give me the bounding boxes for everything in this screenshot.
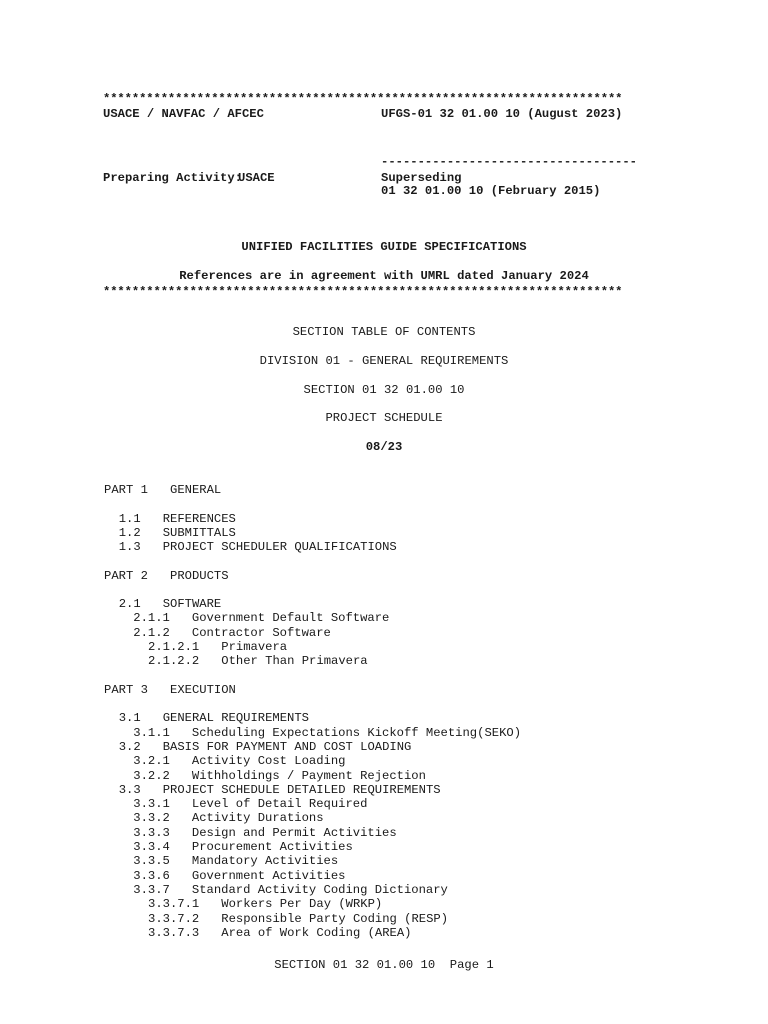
toc-entry-title: Level of Detail Required (191, 797, 368, 812)
preparing-activity-value: USACE (238, 171, 275, 185)
toc-entry-number: 3.3.2 (133, 811, 170, 826)
toc-entry (119, 711, 309, 725)
toc-entry-title: Primavera (221, 640, 288, 654)
toc-entry (133, 826, 396, 840)
preparing-activity-label: Preparing Activity: (103, 171, 242, 185)
toc-entry-title: Design and Permit Activities (191, 825, 397, 840)
toc-entry (133, 811, 323, 825)
toc-entry-title: Government Activities (191, 868, 346, 883)
page-footer: SECTION 01 32 01.00 10 Page 1 (274, 958, 494, 972)
toc-entry (133, 854, 338, 868)
toc-entry (148, 912, 448, 926)
toc-entry-title: Contractor Software (191, 625, 331, 640)
toc-entry-number: PART 3 (104, 682, 148, 697)
ufgs-number: UFGS-01 32 01.00 10 (August 2023) (381, 107, 623, 121)
references-note: References are in agreement with UMRL dated January 2024 (179, 269, 589, 283)
toc-entry-title: EXECUTION (170, 682, 236, 697)
toc-entry-title: PRODUCTS (170, 568, 229, 583)
toc-part-heading (104, 483, 221, 497)
toc-entry-number: 3.1 (118, 711, 141, 726)
agencies-label: USACE / NAVFAC / AFCEC (103, 107, 264, 121)
toc-entry (119, 526, 236, 540)
division-heading: DIVISION 01 - GENERAL REQUIREMENTS (259, 354, 509, 368)
toc-entry-number: 3.3.5 (133, 854, 170, 869)
toc-entry-number: 1.1 (118, 511, 141, 526)
toc-entry (119, 540, 397, 554)
superseding-divider: ----------------------------------- (381, 155, 637, 169)
toc-entry (119, 740, 412, 754)
toc-entry-number: PART 2 (104, 568, 148, 583)
toc-entry-title: BASIS FOR PAYMENT AND COST LOADING (162, 739, 412, 754)
section-toc-heading: SECTION TABLE OF CONTENTS (292, 325, 476, 339)
toc-entry-title: Activity Durations (191, 811, 324, 826)
toc-entry-title: SOFTWARE (162, 597, 222, 612)
toc-entry-title: Scheduling Expectations Kickoff Meeting(SEKO) (191, 725, 522, 740)
toc-entry-title: Responsible Party Coding (RESP) (221, 911, 449, 926)
toc-entry-number: 3.1.1 (133, 725, 170, 740)
project-schedule-heading: PROJECT SCHEDULE (325, 411, 443, 425)
toc-entry (148, 654, 368, 668)
toc-entry-title: PROJECT SCHEDULER QUALIFICATIONS (162, 540, 397, 555)
toc-entry-number: 3.2 (118, 739, 141, 754)
toc-entry-number: 3.3.7.3 (148, 925, 200, 940)
toc-entry (148, 897, 382, 911)
toc-entry-number: 2.1.1 (133, 611, 170, 626)
toc-entry-number: PART 1 (104, 483, 148, 497)
toc-part-heading (104, 569, 229, 583)
toc-entry-title: Other Than Primavera (221, 654, 368, 669)
toc-entry (148, 640, 287, 654)
top-star-rule: ************************************************************************ (103, 92, 623, 106)
toc-entry-number: 3.2.2 (133, 768, 170, 783)
toc-entry (133, 797, 367, 811)
superseding-value: 01 32 01.00 10 (February 2015) (381, 184, 601, 198)
toc-entry-number: 3.3.7 (133, 882, 170, 897)
toc-entry-number: 3.3.3 (133, 825, 170, 840)
toc-entry-title: Government Default Software (191, 611, 390, 626)
toc-entry (119, 597, 222, 611)
toc-entry (133, 626, 331, 640)
toc-entry (148, 926, 411, 940)
toc-entry-number: 2.1.2.1 (148, 640, 200, 654)
toc-entry-title: Workers Per Day (WRKP) (221, 897, 383, 912)
toc-entry (119, 783, 441, 797)
toc-entry-number: 2.1.2 (133, 625, 170, 640)
toc-entry-title: SUBMITTALS (162, 525, 236, 540)
toc-entry-title: Withholdings / Payment Rejection (191, 768, 426, 783)
toc-part-heading (104, 683, 236, 697)
toc-entry-number: 3.2.1 (133, 754, 170, 769)
toc-entry (133, 726, 521, 740)
bottom-star-rule: ************************************************************************ (103, 285, 623, 299)
toc-entry-title: Activity Cost Loading (191, 754, 346, 769)
toc-entry (119, 512, 236, 526)
toc-entry-number: 3.3 (118, 782, 141, 797)
toc-entry-title: Standard Activity Coding Dictionary (191, 882, 448, 897)
toc-entry-number: 1.2 (118, 525, 141, 540)
toc-entry (133, 611, 389, 625)
toc-entry-number: 3.3.1 (133, 797, 170, 812)
toc-entry-title: REFERENCES (162, 511, 236, 526)
toc-entry (133, 769, 426, 783)
toc-entry-title: Area of Work Coding (AREA) (221, 925, 412, 940)
toc-entry-title: PROJECT SCHEDULE DETAILED REQUIREMENTS (162, 782, 441, 797)
toc-entry (133, 869, 345, 883)
toc-entry-title: GENERAL (170, 483, 222, 497)
document-title: UNIFIED FACILITIES GUIDE SPECIFICATIONS (241, 240, 527, 254)
section-number-heading: SECTION 01 32 01.00 10 (303, 383, 465, 397)
toc-entry-title: Procurement Activities (191, 840, 353, 854)
superseding-label: Superseding (381, 171, 462, 185)
toc-entry-number: 2.1 (118, 597, 141, 612)
toc-entry (133, 840, 353, 854)
toc-entry-title: Mandatory Activities (191, 854, 339, 869)
toc-entry (133, 883, 448, 897)
toc-entry-title: GENERAL REQUIREMENTS (162, 711, 309, 726)
toc-entry-number: 3.3.4 (133, 840, 170, 854)
toc-entry-number: 3.3.6 (133, 868, 170, 883)
toc-entry-number: 3.3.7.2 (148, 911, 200, 926)
toc-entry-number: 2.1.2.2 (148, 654, 200, 669)
toc-entry (133, 754, 345, 768)
toc-entry-number: 3.3.7.1 (148, 897, 200, 912)
section-date: 08/23 (365, 440, 403, 454)
toc-entry-number: 1.3 (118, 540, 141, 555)
